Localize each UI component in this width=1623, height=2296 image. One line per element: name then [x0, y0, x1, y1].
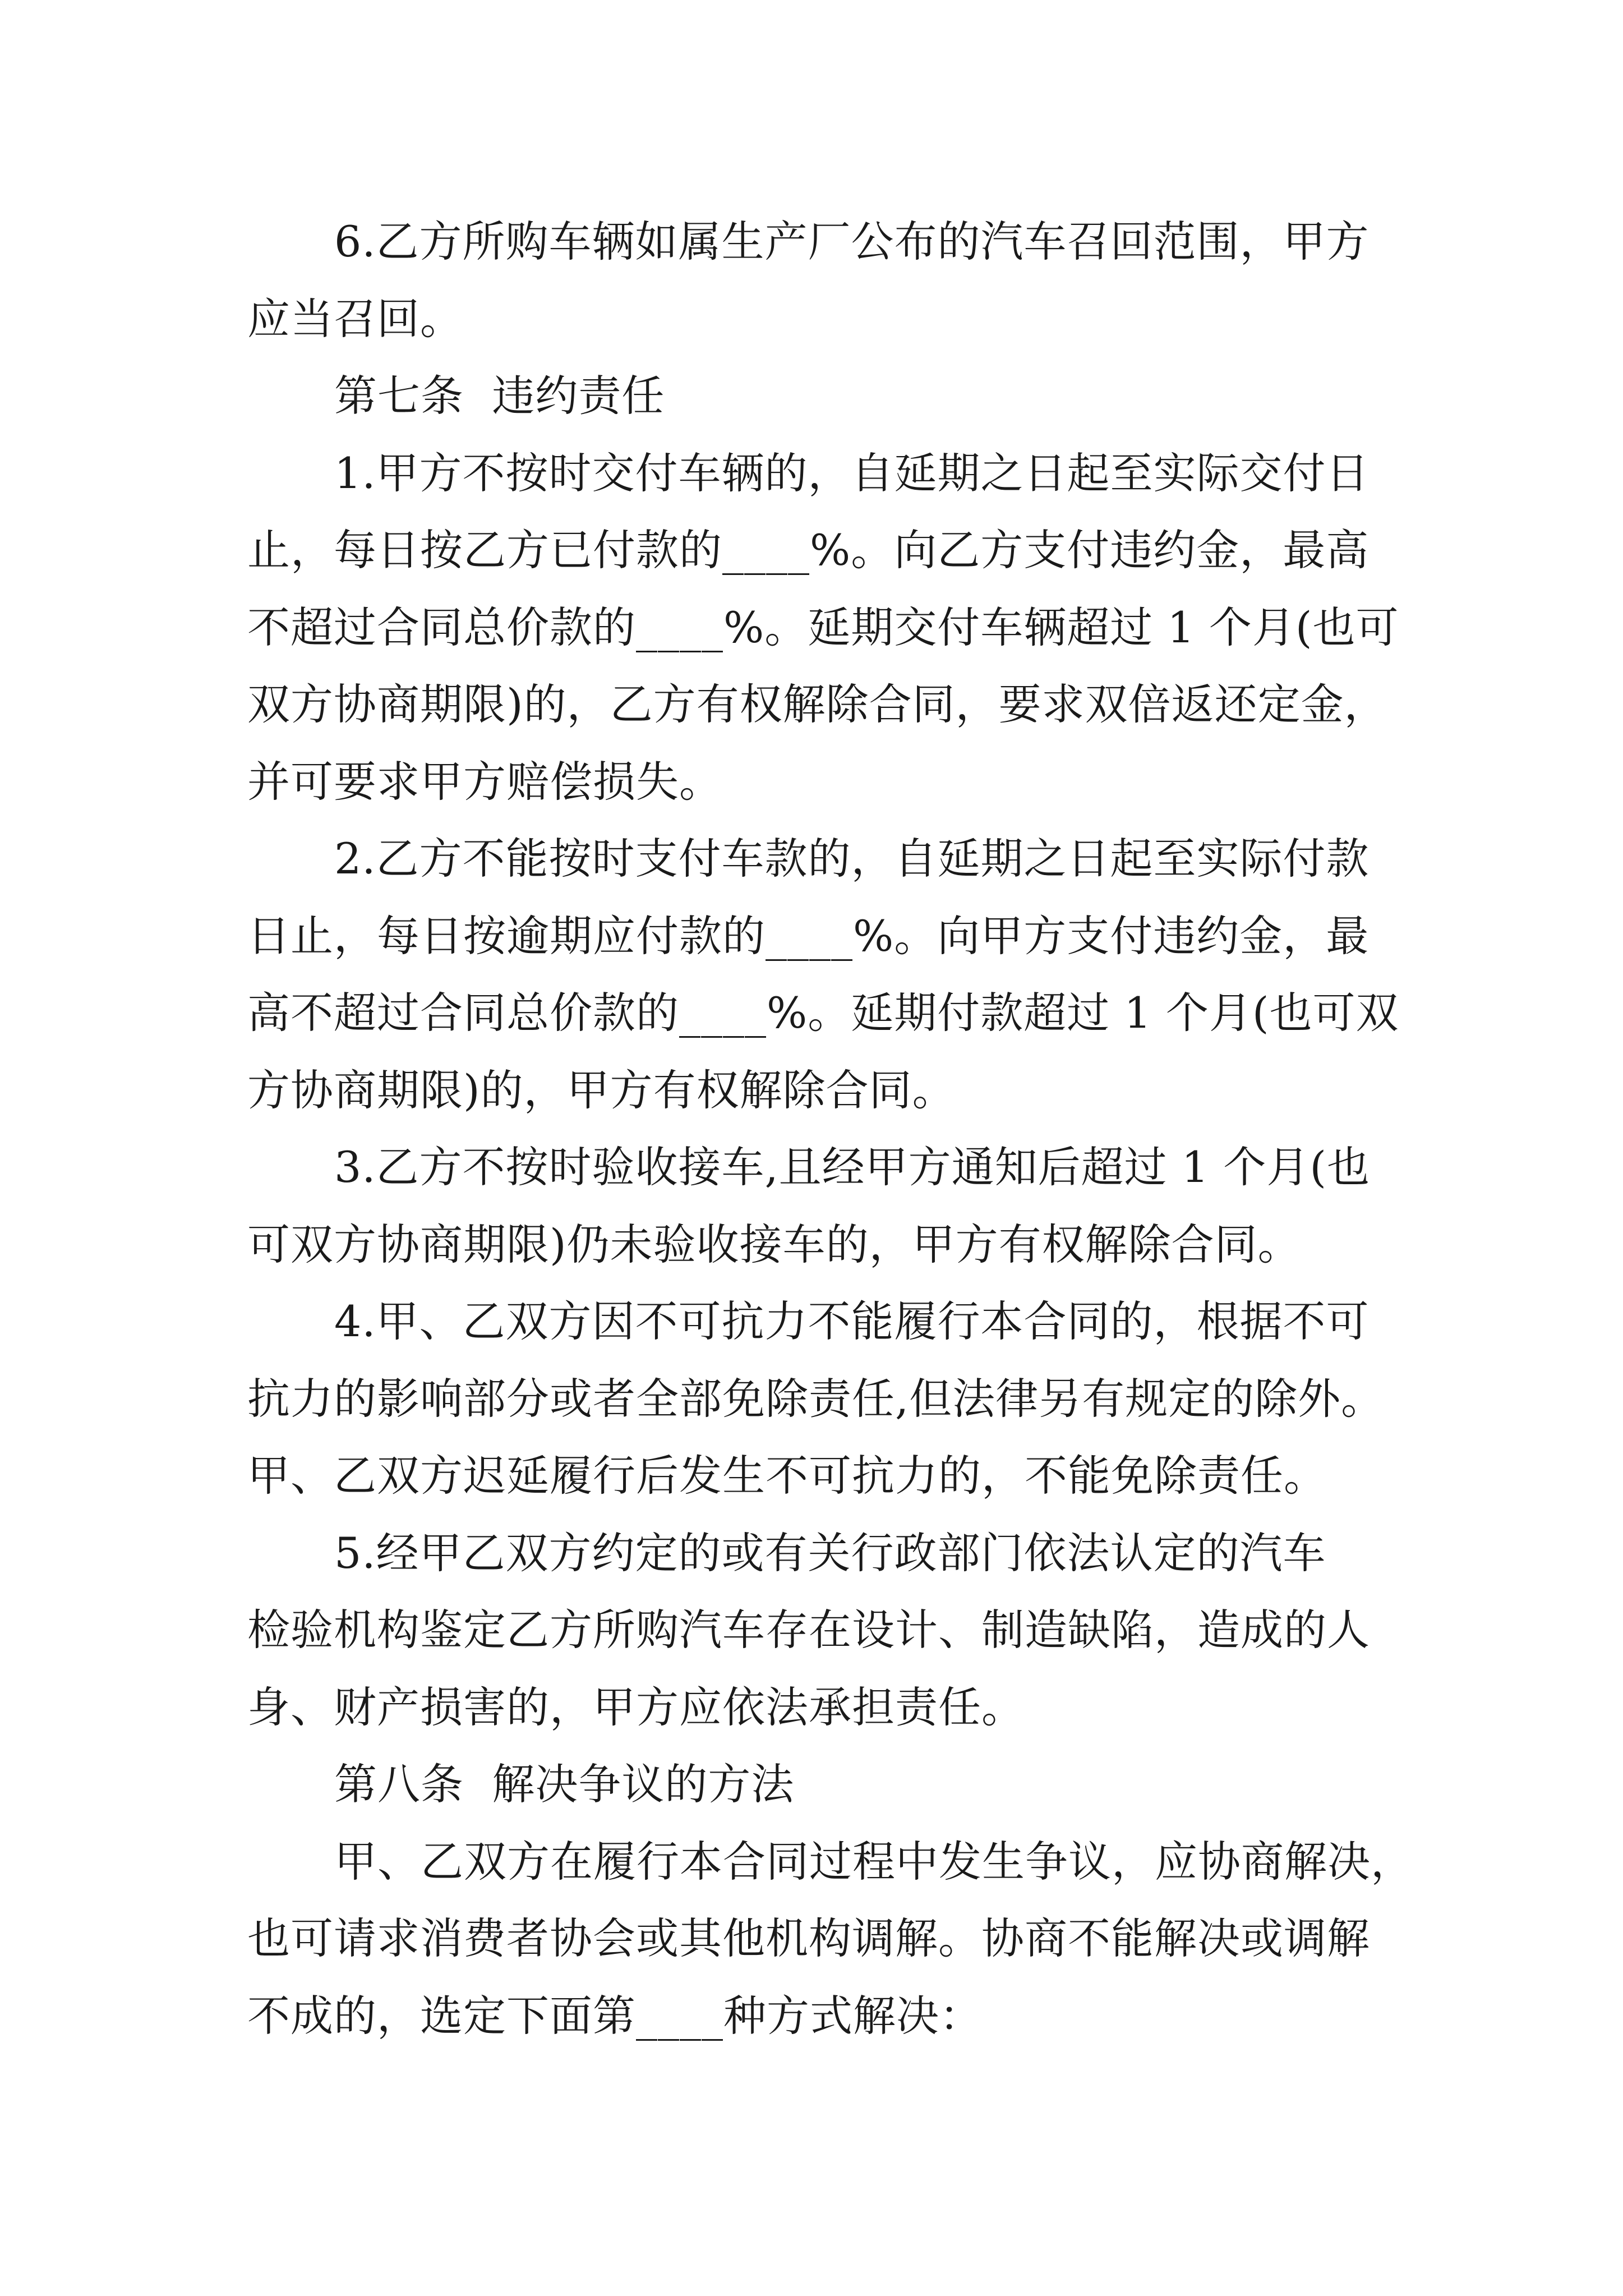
clause-7-2-line-2: 日止，每日按逾期应付款的____%。向甲方支付违约金，最 — [247, 910, 1370, 961]
article-8-line-2: 也可请求消费者协会或其他机构调解。协商不能解决或调解 — [247, 1913, 1370, 1963]
clause-7-1-line-3: 不超过合同总价款的____%。延期交付车辆超过 1 个月(也可 — [247, 602, 1399, 652]
article-8-line-1: 甲、乙双方在履行本合同过程中发生争议，应协商解决， — [334, 1836, 1414, 1887]
clause-7-2-line-4: 方协商期限)的，甲方有权解除合同。 — [247, 1065, 956, 1115]
clause-7-1-line-5: 并可要求甲方赔偿损失。 — [247, 756, 722, 807]
clause-6-line-1: 6.乙方所购车辆如属生产厂公布的汽车召回范围，甲方 — [334, 217, 1370, 266]
clause-7-3-line-1: 3.乙方不按时验收接车,且经甲方通知后超过 1 个月(也 — [334, 1142, 1370, 1192]
clause-7-5-line-3: 身、财产损害的，甲方应依法承担责任。 — [247, 1682, 1025, 1732]
clause-6-line-2: 应当召回。 — [247, 293, 463, 344]
contract-body — [247, 203, 1414, 2054]
clause-7-3-line-2: 可双方协商期限)仍未验收接车的，甲方有权解除合同。 — [247, 1219, 1301, 1269]
clause-7-1-line-2: 止，每日按乙方已付款的____%。向乙方支付违约金，最高 — [247, 525, 1370, 575]
clause-7-4-line-1: 4.甲、乙双方因不可抗力不能履行本合同的，根据不可 — [334, 1296, 1370, 1346]
clause-7-5-line-1: 5.经甲乙双方约定的或有关行政部门依法认定的汽车 — [334, 1527, 1326, 1578]
article-8-line-3: 不成的，选定下面第____种方式解决： — [247, 1990, 983, 2041]
clause-7-4-line-3: 甲、乙双方迟延履行后发生不可抗力的，不能免除责任。 — [247, 1451, 1327, 1501]
clause-7-1-line-1: 1.甲方不按时交付车辆的，自延期之日起至实际交付日 — [334, 448, 1370, 498]
clause-7-5-line-2: 检验机构鉴定乙方所购汽车存在设计、制造缺陷，造成的人 — [247, 1605, 1370, 1655]
article-8-heading: 第八条 解决争议的方法 — [334, 1759, 795, 1809]
clause-7-2-line-1: 2.乙方不能按时支付车款的，自延期之日起至实际付款 — [334, 834, 1370, 884]
article-7-heading: 第七条 违约责任 — [334, 371, 665, 421]
clause-7-2-line-3: 高不超过合同总价款的____%。延期付款超过 1 个月(也可双 — [247, 988, 1399, 1038]
clause-7-4-line-2: 抗力的影响部分或者全部免除责任,但法律另有规定的除外。 — [247, 1373, 1385, 1424]
clause-7-1-line-4: 双方协商期限)的，乙方有权解除合同，要求双倍返还定金， — [247, 679, 1387, 729]
